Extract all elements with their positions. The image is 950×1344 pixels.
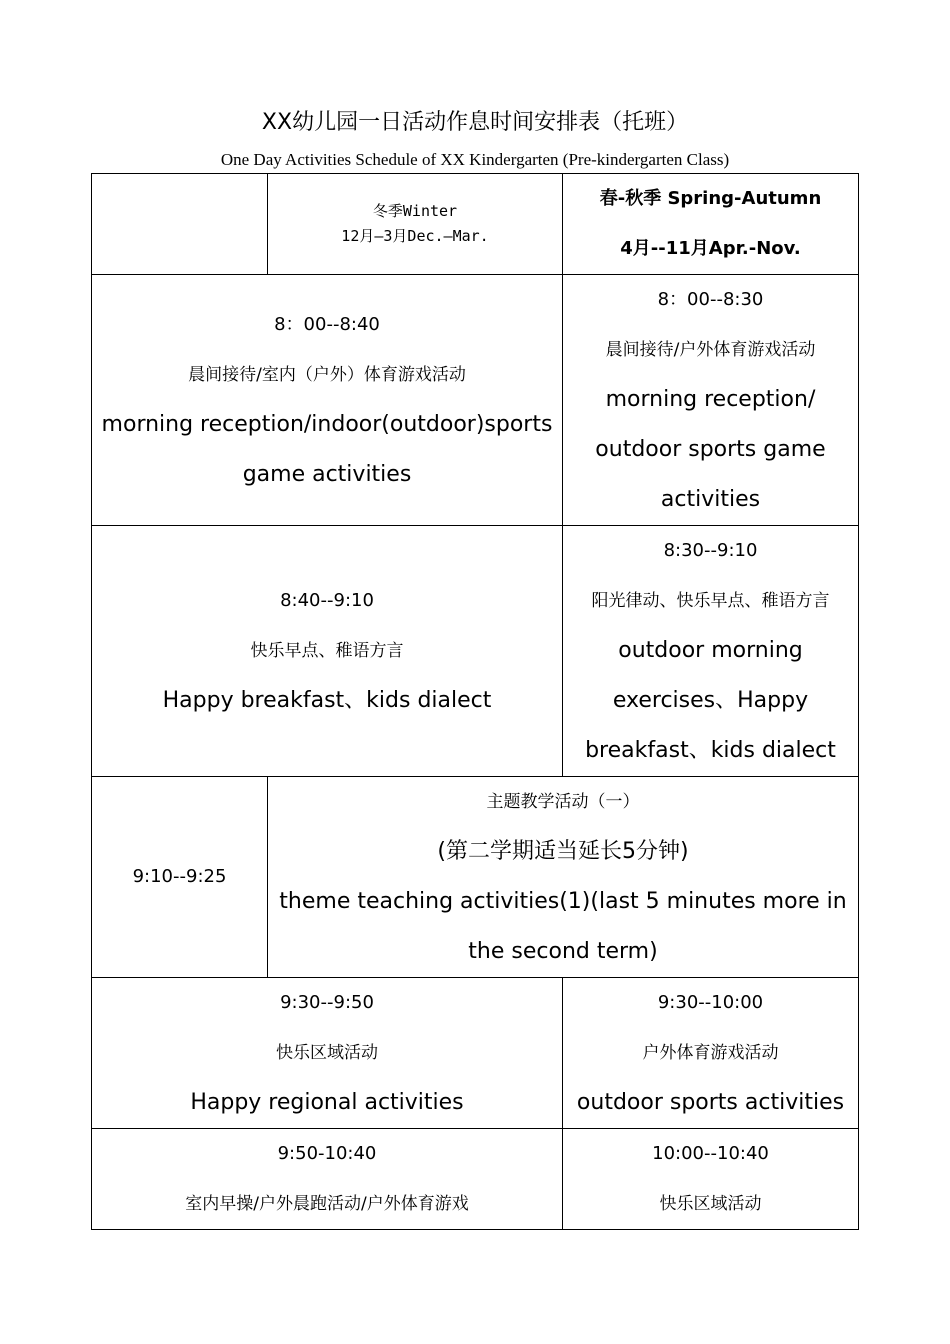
- page-title: XX幼儿园一日活动作息时间安排表（托班）: [261, 110, 689, 135]
- page-subtitle: One Day Activities Schedule of XX Kindergarten (Pre-kindergarten Class): [220, 150, 730, 169]
- row1-winter-cell: [92, 275, 563, 526]
- row2-winter-cell: [92, 526, 563, 777]
- spring-months-label: 4月--11月Apr.-Nov.: [620, 238, 801, 259]
- schedule-table: [91, 173, 859, 1230]
- activity-cn: 快乐区域活动: [659, 1194, 762, 1214]
- winter-season-label: 冬季Winter: [372, 202, 458, 220]
- table-row: [92, 777, 859, 978]
- time-label: 8：00--8:30: [657, 289, 764, 310]
- activity-cn: 阳光律动、快乐早点、稚语方言: [591, 591, 830, 611]
- activity-cn: 晨间接待/室内（户外）体育游戏活动: [188, 365, 466, 385]
- row1-spring-cell: [563, 275, 859, 526]
- table-row: [92, 1129, 859, 1230]
- row2-spring-cell: [563, 526, 859, 777]
- activity-cn: 快乐早点、稚语方言: [250, 641, 404, 661]
- activity-en: Happy regional activities: [190, 1090, 464, 1115]
- activity-en: activities: [660, 487, 761, 512]
- activity-en: exercises、Happy: [612, 688, 809, 713]
- activity-en: theme teaching activities(1)(last 5 minutes more in: [279, 889, 847, 914]
- activity-en: outdoor morning: [618, 638, 803, 663]
- activity-cn: 户外体育游戏活动: [642, 1043, 779, 1063]
- activity-en: the second term): [468, 939, 658, 964]
- header-winter-cell: [268, 174, 563, 275]
- row3-activity-cell: [268, 777, 859, 978]
- time-label: 9:30--9:50: [280, 992, 374, 1013]
- row4-winter-cell: [92, 978, 563, 1129]
- activity-en: outdoor sports game: [595, 437, 826, 462]
- time-label: 8：00--8:40: [274, 314, 380, 335]
- spring-season-label: 春-秋季 Spring-Autumn: [599, 188, 822, 209]
- row3-time-cell: [92, 777, 268, 978]
- activity-en: Happy breakfast、kids dialect: [162, 688, 492, 713]
- row5-spring-cell: [563, 1129, 859, 1230]
- activity-cn: 室内早操/户外晨跑活动/户外体育游戏: [185, 1194, 469, 1214]
- winter-months-label: 12月—3月Dec.—Mar.: [341, 227, 489, 245]
- header-empty-cell: [92, 174, 268, 275]
- activity-cn: 晨间接待/户外体育游戏活动: [605, 340, 816, 360]
- table-row: [92, 978, 859, 1129]
- activity-cn: 快乐区域活动: [276, 1043, 378, 1063]
- time-label: 8:40--9:10: [280, 590, 374, 611]
- table-row: [92, 526, 859, 777]
- activity-en: game activities: [242, 462, 412, 487]
- activity-en: breakfast、kids dialect: [585, 738, 836, 763]
- activity-en: outdoor sports activities: [576, 1090, 845, 1115]
- row5-winter-cell: [92, 1129, 563, 1230]
- activity-cn: 主题教学活动（一）: [486, 792, 640, 812]
- activity-en: morning reception/indoor(outdoor)sports: [101, 412, 553, 437]
- time-label: 9:30--10:00: [657, 992, 764, 1013]
- time-label: 8:30--9:10: [663, 540, 758, 561]
- time-label: 9:50-10:40: [277, 1143, 377, 1164]
- time-label: 9:10--9:25: [132, 866, 227, 887]
- time-label: 10:00--10:40: [652, 1143, 769, 1164]
- activity-cn-note: (第二学期适当延长5分钟): [437, 839, 689, 864]
- header-row: [92, 174, 859, 275]
- row4-spring-cell: [563, 978, 859, 1129]
- activity-en: morning reception/: [605, 387, 816, 412]
- header-spring-cell: [563, 174, 859, 275]
- table-row: [92, 275, 859, 526]
